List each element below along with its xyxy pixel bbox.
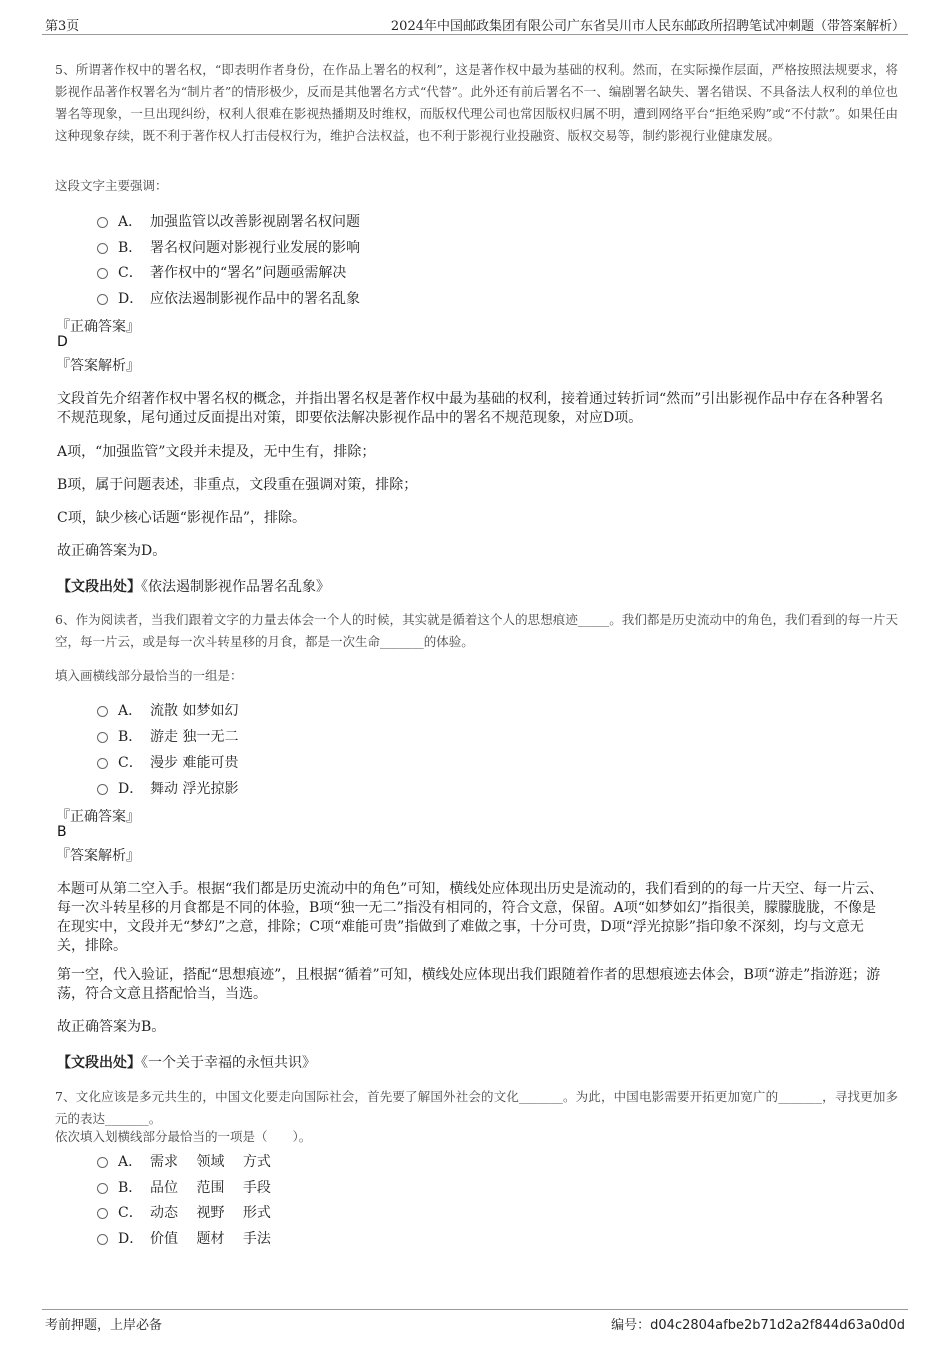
q5-answer: D <box>57 334 68 350</box>
document-code: 编号：d04c2804afbe2b71d2a2f844d63a0d0d <box>611 1318 905 1333</box>
radio-icon[interactable] <box>97 217 108 228</box>
radio-icon[interactable] <box>97 1183 108 1194</box>
footer-slogan: 考前押题，上岸必备 <box>45 1318 163 1333</box>
q5-option-a[interactable]: A． 加强监管以改善影视剧署名权问题 <box>97 211 360 231</box>
q5-option-c[interactable]: C． 著作权中的“署名”问题亟需解决 <box>97 262 346 282</box>
q7-passage: 7、文化应该是多元共生的，中国文化要走向国际社会，首先要了解国外社会的文化_______。为此，中国电影需要开拓更加宽广的_______，寻找更加多元的表达_______。 <box>55 1089 898 1126</box>
q6-stem: 填入画横线部分最恰当的一组是： <box>55 668 243 683</box>
radio-icon[interactable] <box>97 758 108 769</box>
radio-icon[interactable] <box>97 706 108 717</box>
q7-option-c[interactable]: C． 动态 视野 形式 <box>97 1202 271 1222</box>
q5-analysis-p5: 故正确答案为D。 <box>57 543 167 559</box>
radio-icon[interactable] <box>97 784 108 795</box>
q6-passage: 6、作为阅读者，当我们跟着文字的力量去体会一个人的时候，其实就是循着这个人的思想痕迹_____。我们都是历史流动中的角色，我们看到的每一片天空，每一片云，或是每一次斗转星移的月食，都是一次生命_______的体验。 <box>55 612 898 649</box>
q6-option-d[interactable]: D． 舞动 浮光掠影 <box>97 778 238 798</box>
q7-option-d[interactable]: D． 价值 题材 手法 <box>97 1228 271 1248</box>
radio-icon[interactable] <box>97 268 108 279</box>
q7-option-b[interactable]: B． 品位 范围 手段 <box>97 1177 271 1197</box>
radio-icon[interactable] <box>97 243 108 254</box>
q5-analysis-label: 『答案解析』 <box>56 358 140 374</box>
q5-answer-label: 『正确答案』 <box>56 319 140 335</box>
q6-option-b[interactable]: B． 游走 独一无二 <box>97 726 238 746</box>
q5-passage: 5、所谓著作权中的署名权，“即表明作者身份，在作品上署名的权利”，这是著作权中最为基础的权利。然而，在实际操作层面，严格按照法规要求，将影视作品著作权署名为“制片者”的情形极少，反而是其他署名方式“代替”。此外还有前后署名不一、编剧署名缺失、署名错误、不具备法人权利的单位也署名等现象，一旦出现纠纷，权利人很难在影视热播期及时维权，而版权代理公司也常因版权归属不明，遭到网络平台“拒绝采购”或“不付款”。如果任由这种现象存续，既不利于著作权人打击侵权行为，维护合法权益，也不利于影视行业投融资、版权交易等，制约影视行业健康发展。 <box>55 62 898 143</box>
q5-analysis-p2: A项，“加强监管”文段并未提及，无中生有，排除； <box>57 444 376 460</box>
document-title: 2024年中国邮政集团有限公司广东省吴川市人民东邮政所招聘笔试冲刺题（带答案解析） <box>390 19 905 34</box>
q7-option-a[interactable]: A． 需求 领域 方式 <box>97 1151 271 1171</box>
radio-icon[interactable] <box>97 1157 108 1168</box>
q5-option-d[interactable]: D． 应依法遏制影视作品中的署名乱象 <box>97 288 360 308</box>
q5-analysis-p1: 文段首先介绍著作权中署名权的概念，并指出署名权是著作权中最为基础的权利，接着通过转折词“然而”引出影视作品中存在各种署名不规范现象，尾句通过反面提出对策，即要依法解决影视作品中的署名不规范现象，对应D项。 <box>57 391 884 426</box>
q5-option-b[interactable]: B． 署名权问题对影视行业发展的影响 <box>97 237 360 257</box>
page-number: 第3页 <box>45 19 80 34</box>
q5-analysis-p4: C项，缺少核心话题“影视作品”，排除。 <box>57 510 307 526</box>
q6-source: 【文段出处】《一个关于幸福的永恒共识》 <box>57 1055 316 1071</box>
radio-icon[interactable] <box>97 1208 108 1219</box>
radio-icon[interactable] <box>97 294 108 305</box>
q6-answer-label: 『正确答案』 <box>56 809 140 825</box>
q6-analysis-label: 『答案解析』 <box>56 848 140 864</box>
footer-divider <box>42 1309 908 1310</box>
q5-stem: 这段文字主要强调： <box>55 178 168 193</box>
radio-icon[interactable] <box>97 1234 108 1245</box>
q5-source: 【文段出处】《依法遏制影视作品署名乱象》 <box>57 579 330 595</box>
radio-icon[interactable] <box>97 732 108 743</box>
q6-analysis-p1: 本题可从第二空入手。根据“我们都是历史流动中的角色”可知，横线处应体现出历史是流动的，我们看到的的每一片天空、每一片云、每一次斗转星移的月食都是不同的体验，B项“独一无二”指没有相同的，符合文意，保留。A项“如梦如幻”指很美，朦朦胧胧，不像是在现实中，文段并无“梦幻”之意，排除；C项“难能可贵”指做到了难做之事，十分可贵，D项“浮光掠影”指印象不深刻，均与文意无关，排除。 <box>57 881 884 954</box>
q5-analysis-p3: B项，属于问题表述，非重点，文段重在强调对策，排除； <box>57 477 418 493</box>
q6-answer: B <box>57 824 67 840</box>
header-divider <box>42 34 908 35</box>
q7-stem: 依次填入划横线部分最恰当的一项是（ ）。 <box>55 1129 312 1144</box>
q6-analysis-p3: 故正确答案为B。 <box>57 1019 166 1035</box>
q6-analysis-p2: 第一空，代入验证，搭配“思想痕迹”，且根据“循着”可知，横线处应体现出我们跟随着作者的思想痕迹去体会，B项“游走”指游逛；游荡，符合文意且搭配恰当，当选。 <box>57 967 881 1002</box>
q6-option-a[interactable]: A． 流散 如梦如幻 <box>97 700 238 720</box>
q6-option-c[interactable]: C． 漫步 难能可贵 <box>97 752 238 772</box>
